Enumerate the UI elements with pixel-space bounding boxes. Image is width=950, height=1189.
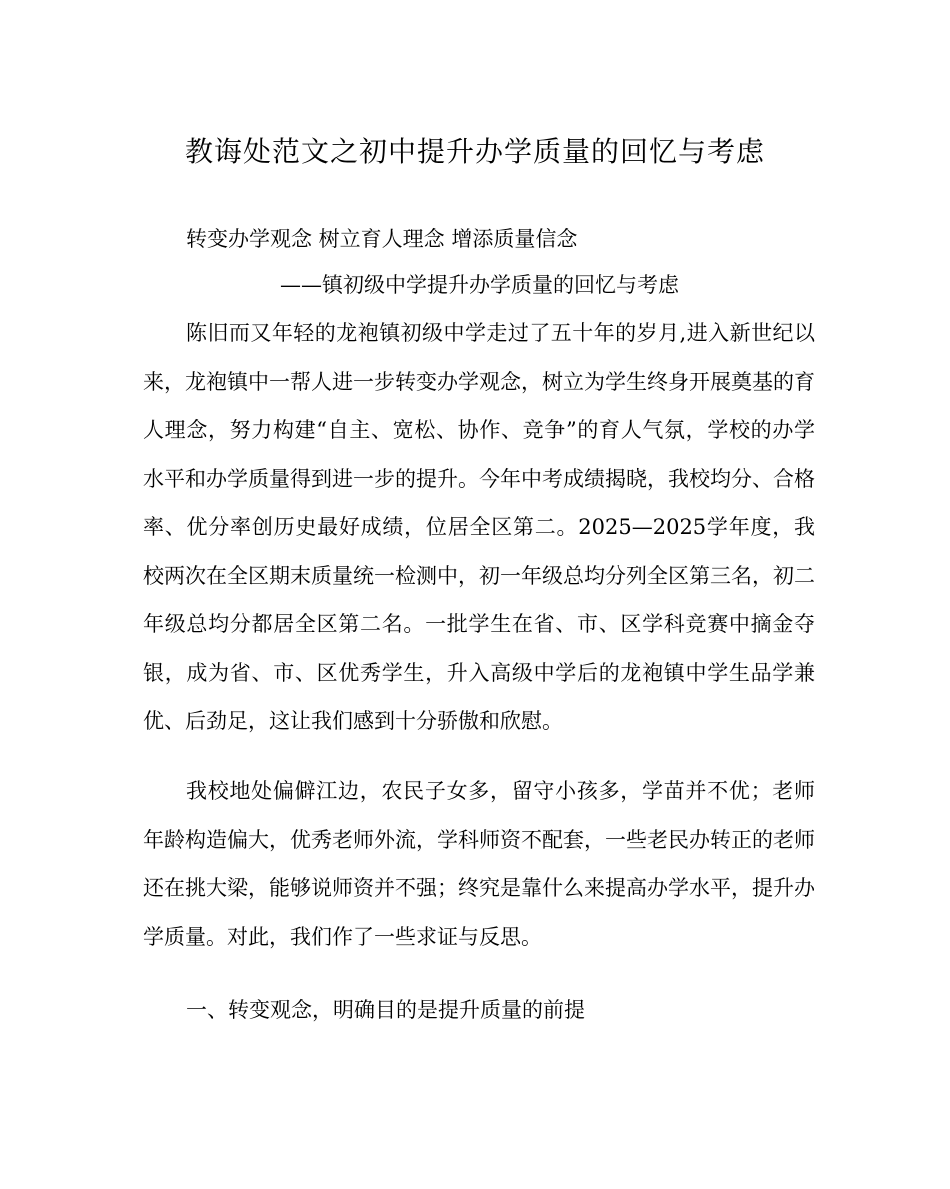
document-title: 教诲处范文之初中提升办学质量的回忆与考虑 [184,135,765,168]
section-heading: 一、转变观念，明确目的是提升质量的前提 [186,998,585,1022]
paragraph-1: 陈旧而又年轻的龙袍镇初级中学走过了五十年的岁月,进入新世纪以来，龙袍镇中一帮人进一步转变办学观念，树立为学生终身开展奠基的育人理念，努力构建“自主、宽松、协作、竞争”的育人气氛，学校的办学水平和办学质量得到进一步的提升。今年中考成绩揭晓，我校均分、合格率、优分率创历史最好成绩，位居全区第二。2025—2025学年度，我校两次在全区期末质量统一检测中，初一年级总均分列全区第三名，初二年级总均分都居全区第二名。一批学生在省、市、区学科竞赛中摘金夺银，成为省、市、区优秀学生，升入高级中学后的龙袍镇中学生品学兼优、后劲足，这让我们感到十分骄傲和欣慰。 [143,321,815,733]
document-subtitle: ——镇初级中学提升办学质量的回忆与考虑 [280,273,679,297]
document-heading: 转变办学观念 树立育人理念 增添质量信念 [186,227,578,251]
paragraph-2: 我校地处偏僻江边，农民子女多，留守小孩多，学苗并不优；老师年龄构造偏大，优秀老师外流，学科师资不配套，一些老民办转正的老师还在挑大梁，能够说师资并不强；终究是靠什么来提高办学水平，提升办学质量。对此，我们作了一些求证与反思。 [143,779,815,949]
